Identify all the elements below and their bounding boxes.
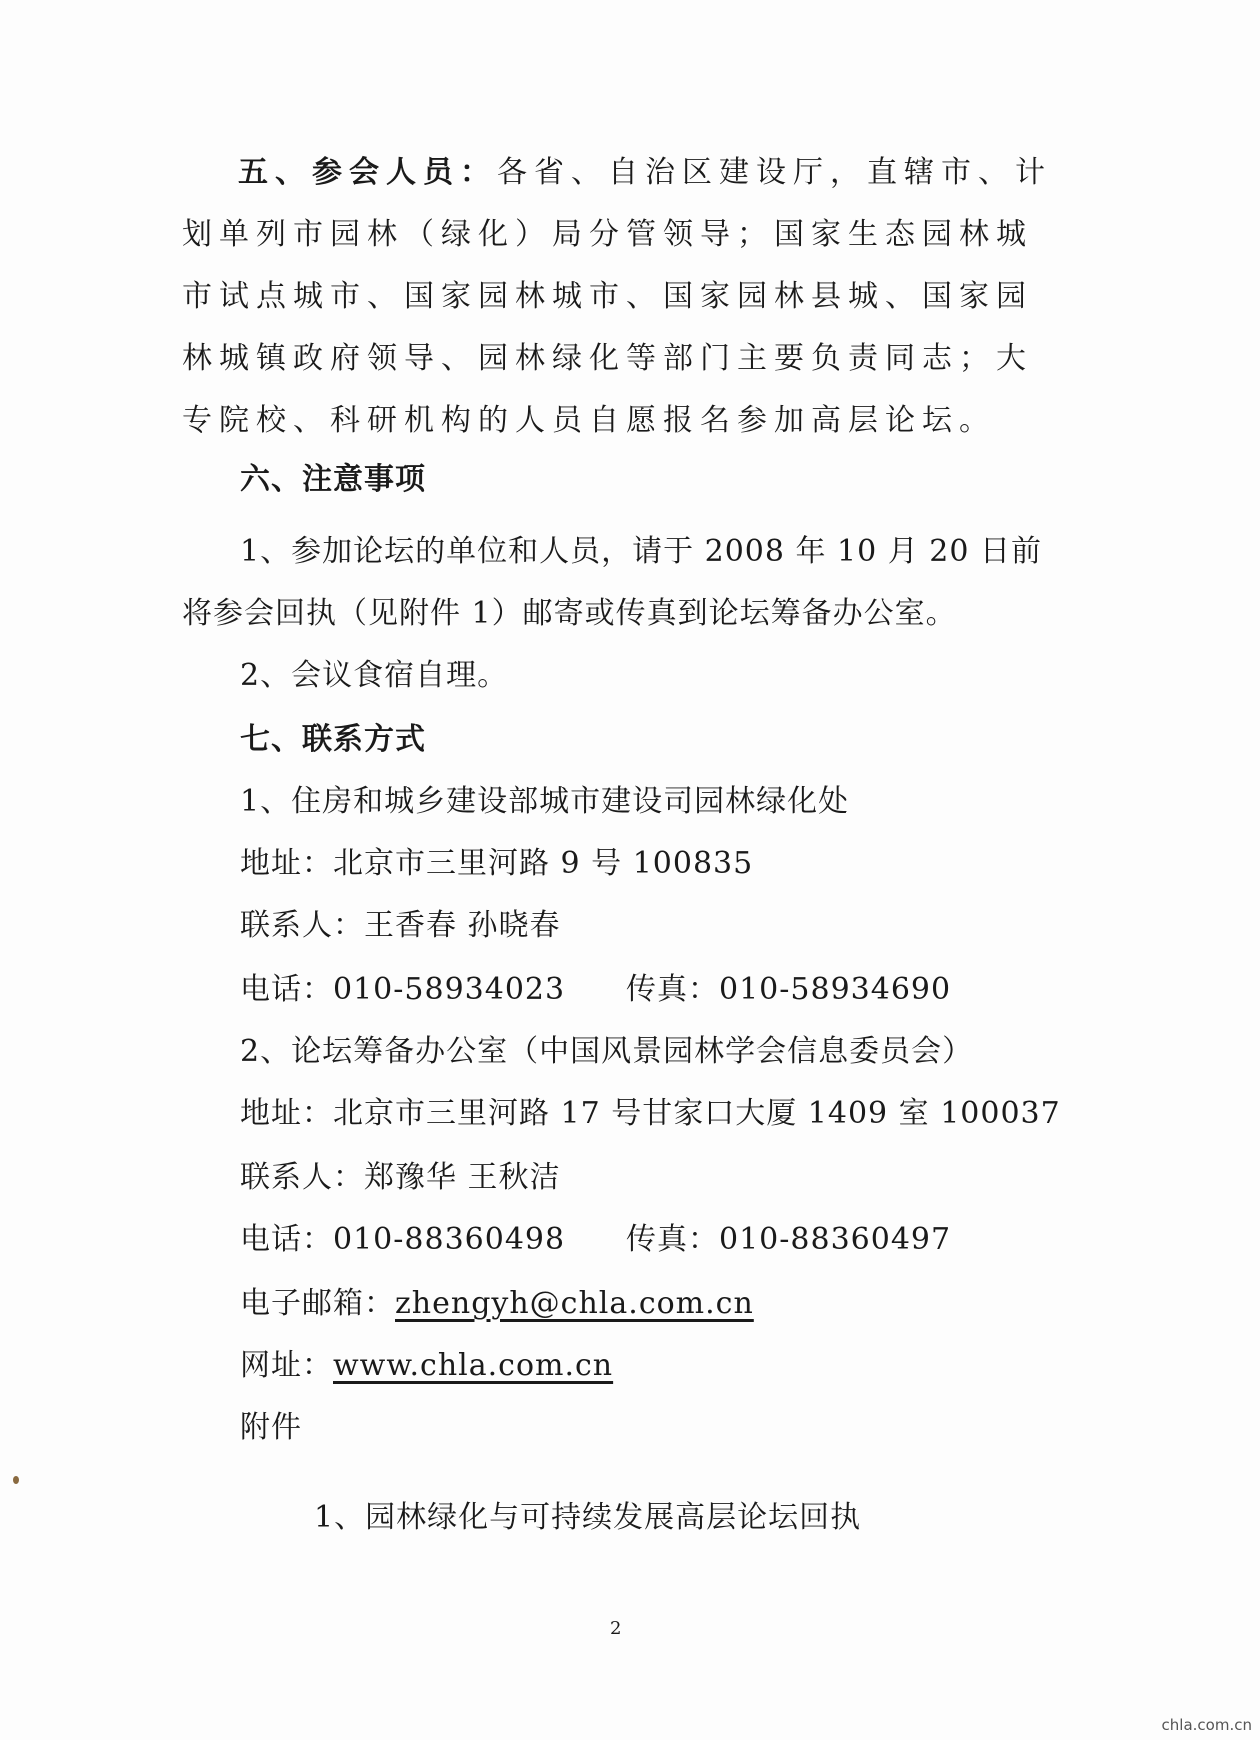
attachment-item-1: 1、园林绿化与可持续发展高层论坛回执 [314, 1500, 862, 1535]
contact-1-org: 1、住房和城乡建设部城市建设司园林绿化处 [240, 784, 850, 819]
email-label: 电子邮箱： [240, 1286, 395, 1321]
contact-2-email-row [240, 1284, 754, 1324]
contact-2-phone: 电话：010-88360498 [240, 1222, 566, 1257]
section-7-heading: 七、联系方式 [240, 722, 426, 757]
section-6-item-1-line-1: 1、参加论坛的单位和人员，请于 2008 年 10 月 20 日前 [240, 534, 1042, 569]
section-5-heading: 五、参会人员： [238, 155, 497, 190]
contact-1-people: 联系人：王香春 孙晓春 [240, 908, 561, 943]
site-watermark: chla.com.cn [1161, 1716, 1252, 1734]
contact-1-fax: 传真：010-58934690 [626, 972, 952, 1007]
section-6-item-1-line-2: 将参会回执（见附件 1）邮寄或传真到论坛筹备办公室。 [182, 596, 957, 631]
contact-1-phone: 电话：010-58934023 [240, 972, 566, 1007]
web-link[interactable]: www.chla.com.cn [333, 1348, 614, 1383]
section-5-body: 各省、自治区建设厅，直辖市、计划单列市园林（绿化）局分管领导；国家生态园林城市试点城市、国家园林城市、国家园林县城、国家园林城镇政府领导、园林绿化等部门主要负责同志；大专院校、科研机构的人员自愿报名参加高层论坛。 [182, 155, 1052, 438]
section-6-heading: 六、注意事项 [240, 462, 426, 497]
contact-2-people: 联系人：郑豫华 王秋洁 [240, 1160, 561, 1195]
section-5-paragraph [182, 142, 1052, 452]
contact-2-address: 地址：北京市三里河路 17 号甘家口大厦 1409 室 100037 [240, 1096, 1061, 1131]
email-link[interactable]: zhengyh@chla.com.cn [395, 1286, 754, 1321]
section-6-item-2: 2、会议食宿自理。 [240, 658, 509, 693]
scan-speck [13, 1476, 19, 1484]
web-label: 网址： [240, 1348, 333, 1383]
contact-2-fax: 传真：010-88360497 [626, 1222, 952, 1257]
contact-2-web-row [240, 1346, 613, 1386]
contact-1-address: 地址：北京市三里河路 9 号 100835 [240, 846, 754, 881]
page-number: 2 [610, 1618, 622, 1639]
attachment-label: 附件 [240, 1410, 302, 1445]
contact-2-org: 2、论坛筹备办公室（中国风景园林学会信息委员会） [240, 1034, 974, 1069]
